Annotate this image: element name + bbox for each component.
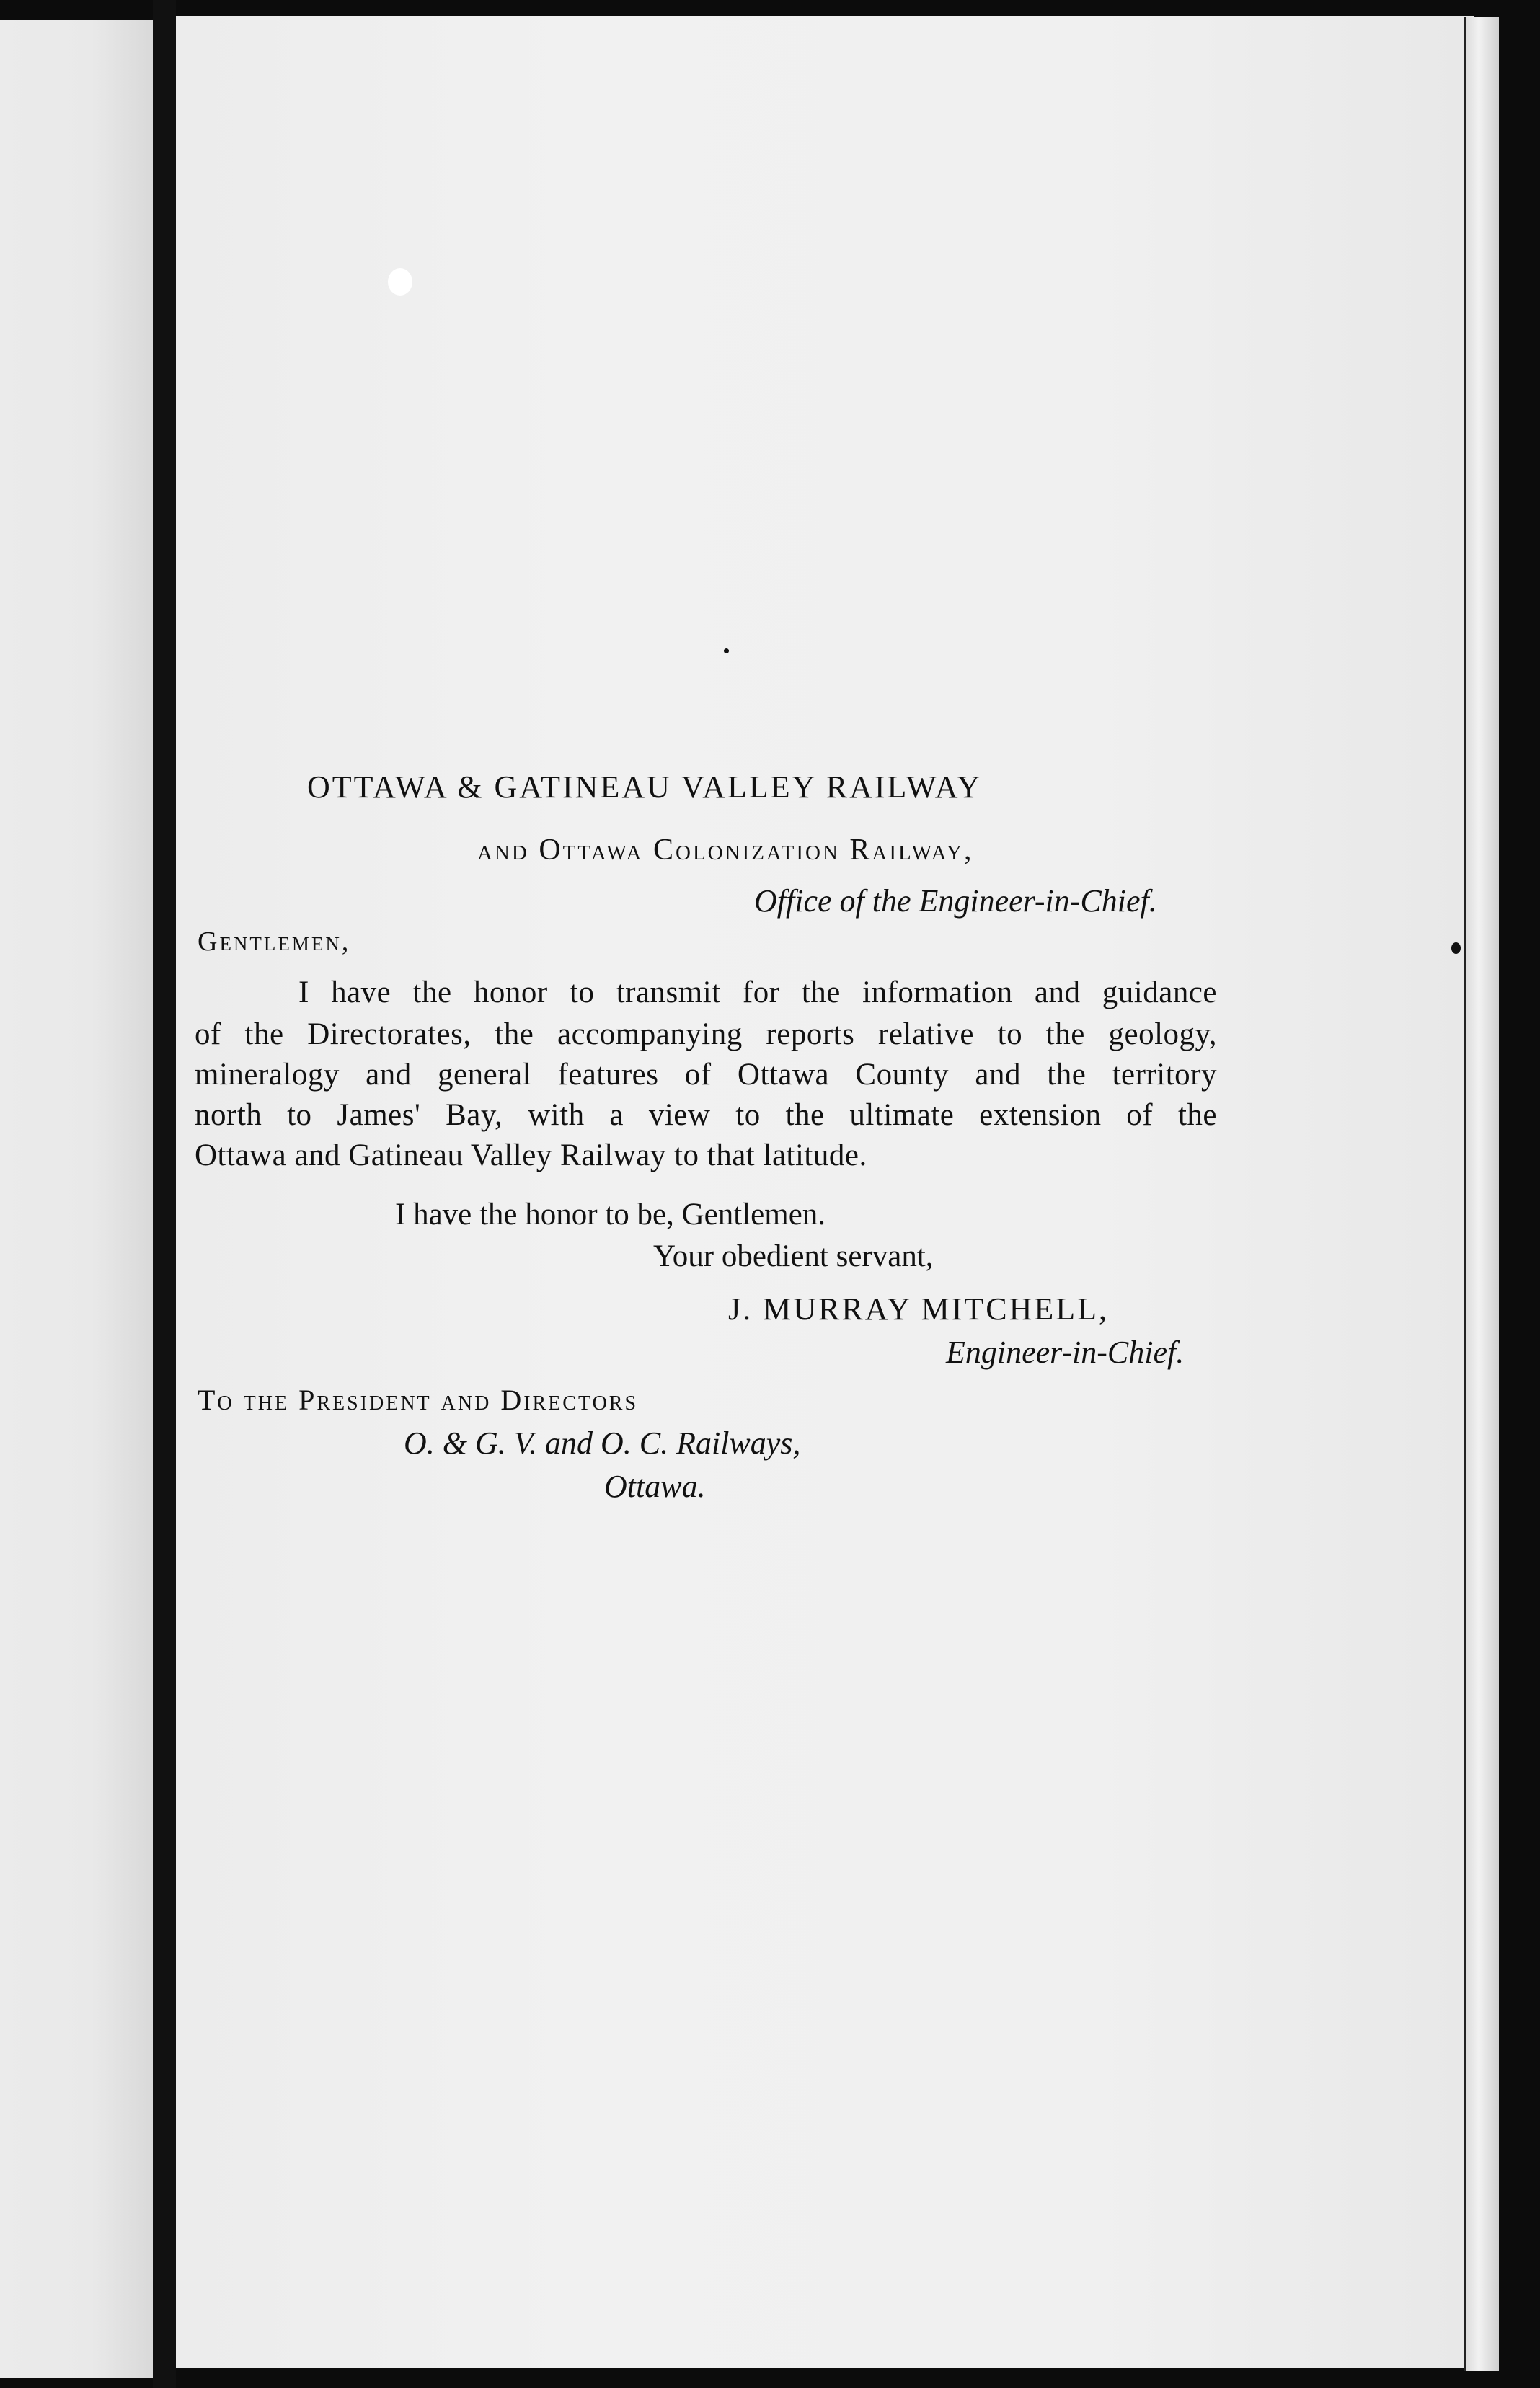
signature-title: Engineer-in-Chief.: [946, 1335, 1185, 1370]
letter-subheading: and Ottawa Colonization Railway,: [477, 833, 974, 867]
signature-name: J. MURRAY MITCHELL,: [728, 1291, 1110, 1327]
paper-speck: [388, 268, 412, 296]
office-line: Office of the Engineer-in-Chief.: [754, 883, 1157, 919]
address-line: O. & G. V. and O. C. Railways,: [404, 1425, 801, 1461]
body-line: mineralogy and general features of Ottawa County and the territory: [195, 1058, 1217, 1092]
salutation: Gentlemen,: [198, 927, 351, 957]
body-line: north to James' Bay, with a view to the ultimate extension of the: [195, 1098, 1217, 1132]
paper-mark: [724, 648, 729, 653]
letter-page: [176, 16, 1474, 2368]
address-line: To the President and Directors: [198, 1384, 639, 1416]
body-line: I have the honor to transmit for the information and guidance: [298, 976, 1217, 1009]
address-line: Ottawa.: [604, 1469, 706, 1504]
closing-line: I have the honor to be, Gentlemen.: [395, 1198, 826, 1231]
left-page-edge: [0, 20, 153, 2378]
right-page-edge: [1464, 17, 1499, 2371]
book-spine: [153, 0, 176, 2388]
paper-mark: [1451, 942, 1461, 954]
letter-heading: OTTAWA & GATINEAU VALLEY RAILWAY: [307, 769, 983, 805]
closing-line: Your obedient servant,: [653, 1239, 934, 1273]
body-line: Ottawa and Gatineau Valley Railway to that latitude.: [195, 1138, 867, 1172]
body-line: of the Directorates, the accompanying reports relative to the geology,: [195, 1017, 1217, 1051]
